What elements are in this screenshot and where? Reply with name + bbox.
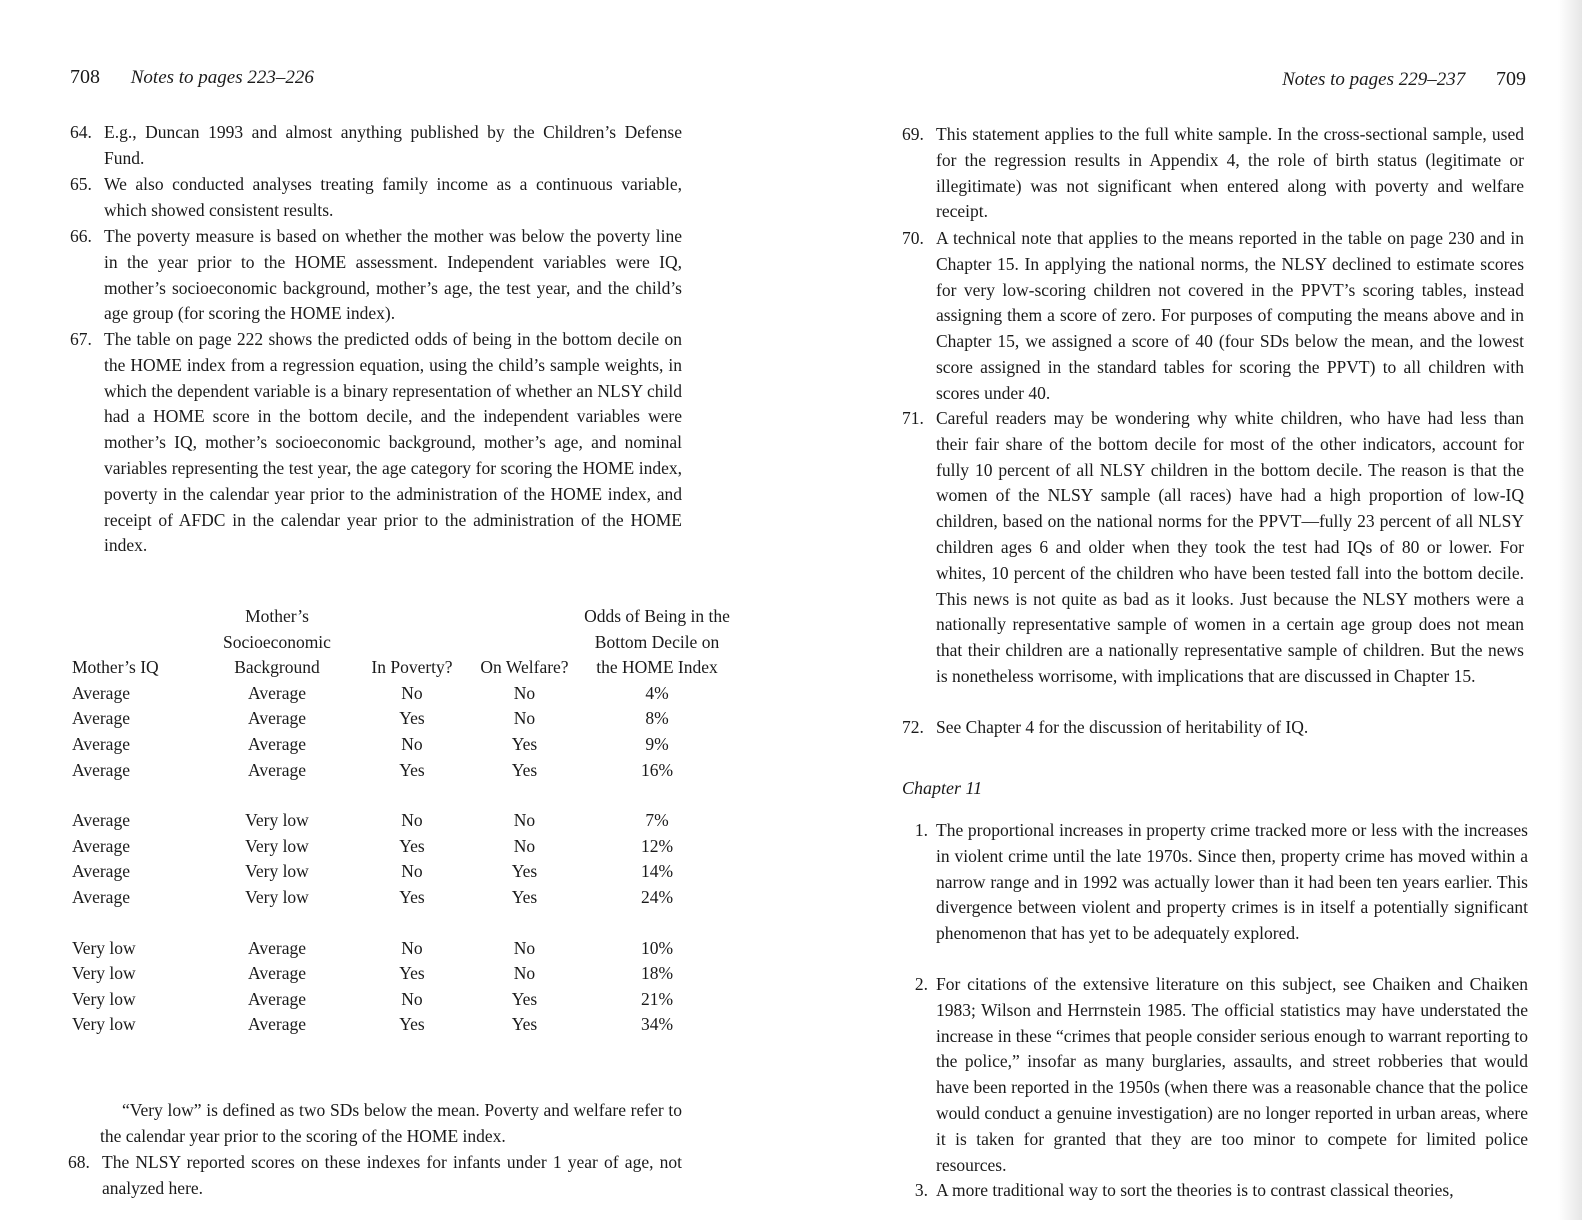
table-row: Average Average Yes Yes 16%: [72, 759, 674, 780]
left-running-title: Notes to pages 223–226: [130, 67, 314, 88]
page-edge-shadow: [1558, 0, 1582, 1220]
right-page: [790, 0, 1582, 1220]
table-row: Very low Average Yes No 18%: [72, 963, 674, 984]
table-group-gap: [72, 911, 732, 936]
table-group-gap: [72, 783, 732, 808]
header-poverty: In Poverty?: [371, 657, 453, 678]
left-page-number: 708: [70, 66, 100, 88]
note-67: 67. The table on page 222 shows the predicted odds of being in the bottom decile on the HOME index from a regression equation, using the child’s sample weights, in which the dependent variable is a binary representation of whether an NLSY child had a HOME score in the bottom decile, and the independent variables were mother’s IQ, mother’s socioeconomic background, mother’s age, and nominal variables representing the test year, the age category for scoring the HOME index, poverty in the calendar year prior to the administration of the HOME index, and receipt of AFDC in the calendar year prior to the administration of the HOME index.: [70, 329, 682, 556]
table-row: Very low Average No Yes 21%: [72, 988, 674, 1009]
note-64: 64. E.g., Duncan 1993 and almost anything published by the Children’s Defense Fund.: [70, 122, 682, 168]
chapter-note-3: 3. A more traditional way to sort the theories is to contrast classical theories,: [914, 1180, 1454, 1200]
table-row: Very low Average Yes Yes 34%: [72, 1014, 674, 1035]
note-66: 66. The poverty measure is based on whether the mother was below the poverty line in the year prior to the HOME assessment. Independent variables were IQ, mother’s socioeconomic background, mother’s age, the test year, and the child’s age group (for scoring the HOME index).: [70, 226, 682, 324]
table-row: Very low Average No No 10%: [72, 937, 674, 958]
table-row: Average Very low Yes No 12%: [72, 835, 674, 856]
header-mothers-iq: Mother’s IQ: [72, 657, 159, 678]
header-ses: Mother’s Socioeconomic Background: [223, 606, 331, 678]
right-page-number: 709: [1496, 68, 1526, 90]
right-running-title: Notes to pages 229–237: [1282, 69, 1466, 90]
table-row: Average Very low No No 7%: [72, 810, 669, 831]
right-running-head: [1282, 68, 1526, 91]
chapter-note-2: 2. For citations of the extensive literature on this subject, see Chaiken and Chaiken 1983; Wilson and Herrnstein 1985. The official statistics may have understated the increase in these “crimes that people consider serious enough to warrant reporting to the police,” insofar as many burglaries, assaults, and street robberies that would have been reported in the 1950s (when there was a reasonable chance that the police would conduct a genuine investigation) are no longer reported in urban areas, where it is taken for granted that they are too minor to compete for limited police resources.: [914, 974, 1528, 1175]
table-row: Average Very low Yes Yes 24%: [72, 886, 674, 907]
table-row: Average Average Yes No 8%: [72, 708, 669, 729]
chapter-note-1: 1. The proportional increases in property crime tracked more or less with the increases in violent crime until the late 1970s. Since then, property crime has moved within a narrow range and in 1992 was actually lower than it had been ten years earlier. This divergence between violent and property crimes is in itself a potentially significant phenomenon that has yet to be adequately explored.: [914, 820, 1528, 944]
note-68: 68. The NLSY reported scores on these indexes for infants under 1 year of age, not analyzed here.: [68, 1152, 682, 1198]
note-70: 70. A technical note that applies to the means reported in the table on page 230 and in Chapter 15. In applying the national norms, the NLSY declined to estimate scores for very low-scoring children not covered in the PPVT’s scoring tables, instead assigning them a score of zero. For purposes of computing the means above and in Chapter 15, we assigned a score of 40 (four SDs below the mean, and the lowest score assigned in the standard tables for scoring the PPVT) to all children with scores under 40.: [902, 228, 1524, 403]
note-65: 65. We also conducted analyses treating family income as a continuous variable, which showed consistent results.: [70, 174, 682, 220]
left-page: [0, 0, 790, 1220]
left-running-head: [70, 66, 314, 89]
note-72: 72. See Chapter 4 for the discussion of heritability of IQ.: [902, 717, 1309, 737]
header-odds: Odds of Being in the Bottom Decile on the HOME Index: [584, 606, 730, 678]
odds-table: [72, 604, 732, 1038]
note-71: 71. Careful readers may be wondering why white children, who have had less than their fair share of the bottom decile for most of the other indicators, account for fully 10 percent of all NLSY children in the bottom decile. The reason is that the women of the NLSY sample (all races) have had a high proportion of low-IQ children, based on the national norms for the PPVT—fully 23 percent of all NLSY children ages 6 and older when they took the test had IQs of 80 or lower. For whites, 10 percent of the children who have been tested fall into the bottom decile. This news is not quite as bad as it looks. Just because the NLSY mothers were a nationally representative sample of women in a certain age group does not mean that their children are a nationally representative sample of children. But the news is nonetheless worrisome, with implications that are discussed in Chapter 15.: [902, 408, 1524, 686]
table-note: “Very low” is defined as two SDs below the mean. Poverty and welfare refer to the calendar year prior to the scoring of the HOME index.: [100, 1100, 682, 1146]
table-header-row: [72, 604, 732, 681]
chapter-heading: Chapter 11: [902, 778, 983, 798]
note-69: 69. This statement applies to the full white sample. In the cross-sectional sample, used for the regression results in Appendix 4, the role of birth status (legitimate or illegitimate) was not significant when entered along with poverty and welfare receipt.: [902, 124, 1524, 222]
table-row: Average Average No Yes 9%: [72, 733, 669, 754]
table-row: Average Very low No Yes 14%: [72, 861, 674, 882]
header-welfare: On Welfare?: [480, 657, 569, 678]
table-row: Average Average No No 4%: [72, 682, 669, 703]
